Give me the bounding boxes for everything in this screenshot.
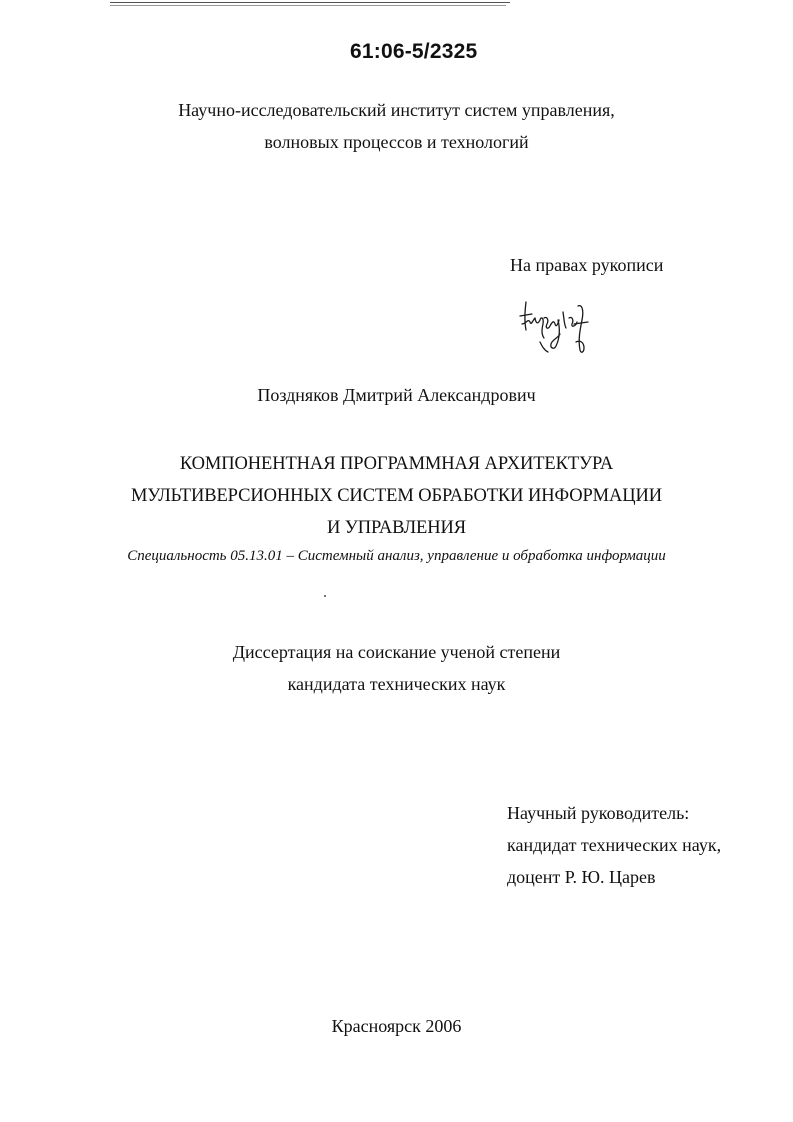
- speciality-line: Специальность 05.13.01 – Системный анализ, управление и обработка информации: [127, 548, 666, 564]
- scan-speck: [324, 595, 326, 597]
- city-year: Красноярск 2006: [331, 1016, 462, 1036]
- top-edge-rule: [110, 2, 510, 3]
- manuscript-rights-note: На правах рукописи: [510, 255, 664, 275]
- title-line-2: МУЛЬТИВЕРСИОННЫХ СИСТЕМ ОБРАБОТКИ ИНФОРМАЦИИ: [130, 486, 663, 506]
- supervisor-name: доцент Р. Ю. Царев: [507, 867, 656, 887]
- author-name: Поздняков Дмитрий Александрович: [257, 385, 536, 405]
- institute-name: [0, 94, 793, 158]
- degree-line-2: кандидата технических наук: [287, 674, 506, 694]
- supervisor-label: Научный руководитель:: [507, 803, 690, 823]
- author-signature: [514, 294, 598, 358]
- supervisor-degree: кандидат технических наук,: [507, 835, 722, 855]
- degree-line-1: Диссертация на соискание ученой степени: [232, 642, 561, 662]
- institute-line-1: Научно-исследовательский институт систем управления,: [178, 100, 615, 120]
- institute-line-2: волновых процессов и технологий: [264, 132, 529, 152]
- supervisor-block: [507, 797, 721, 893]
- dissertation-title: [0, 448, 793, 544]
- degree-statement: [0, 636, 793, 700]
- title-line-1: КОМПОНЕНТНАЯ ПРОГРАММНАЯ АРХИТЕКТУРА: [179, 454, 614, 474]
- title-line-3: И УПРАВЛЕНИЯ: [326, 518, 467, 538]
- top-edge-rule-secondary: [110, 5, 506, 6]
- registration-stamp: 61:06-5/2325: [350, 40, 478, 63]
